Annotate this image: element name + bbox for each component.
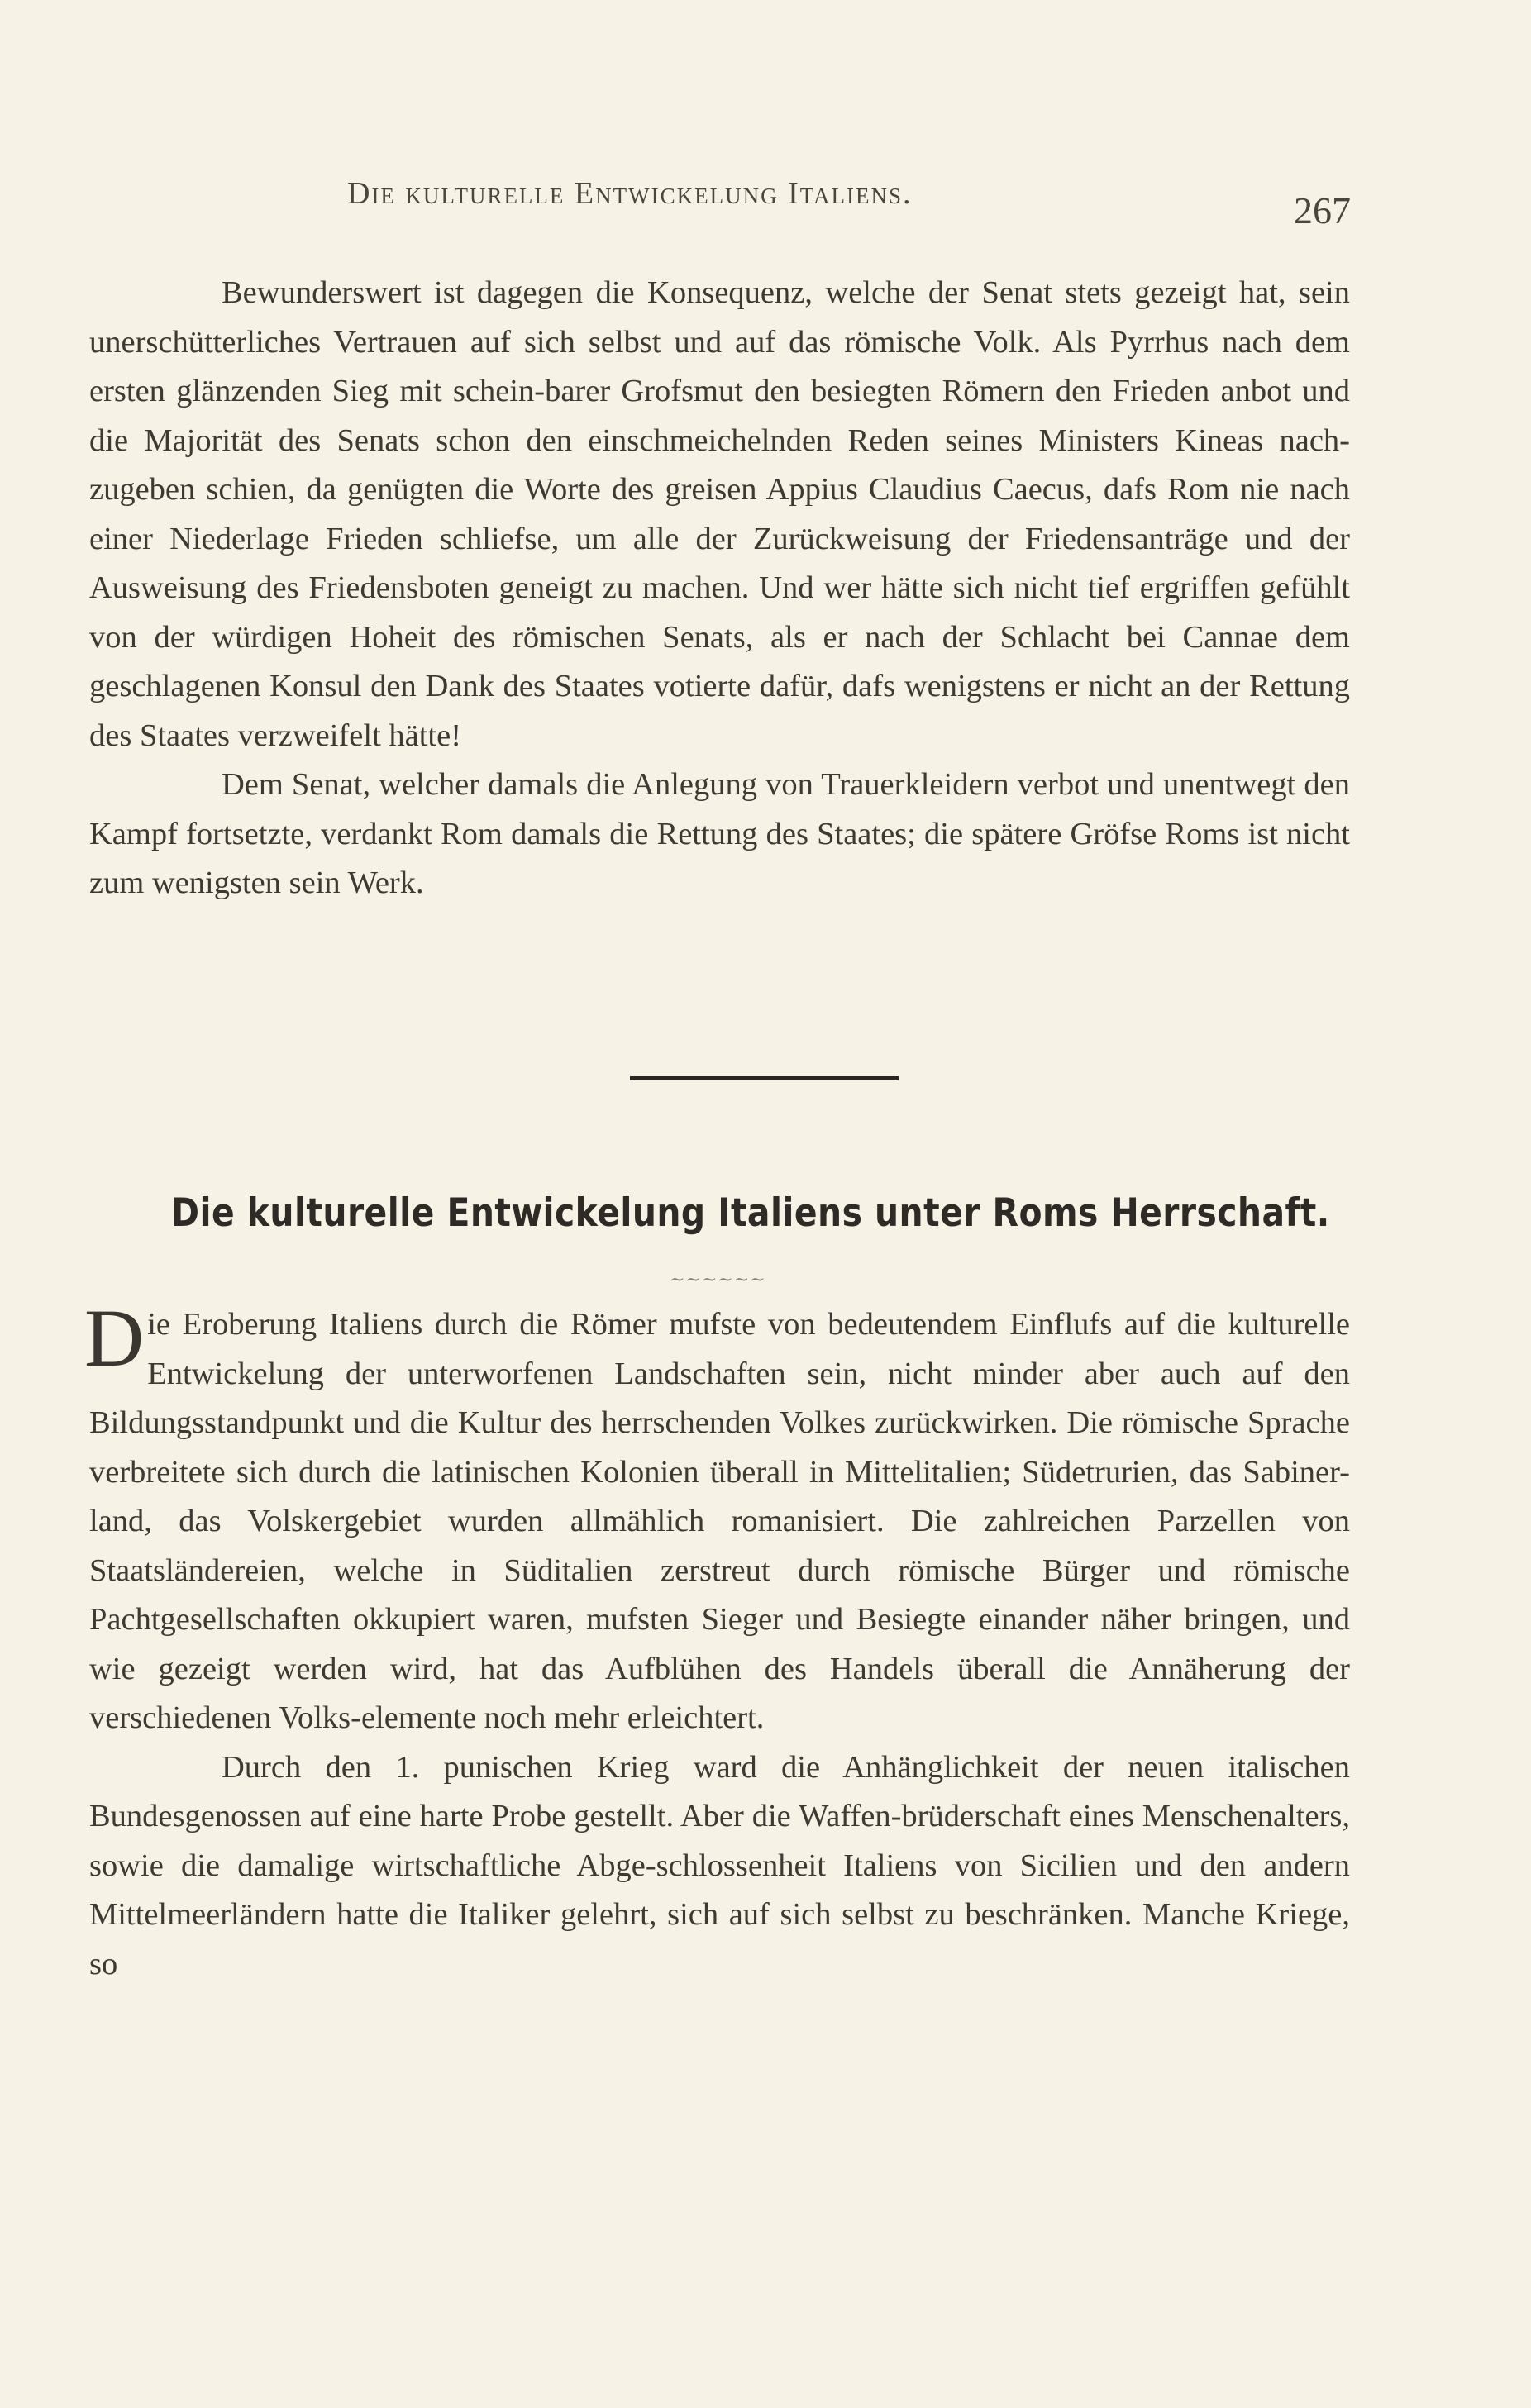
text-block-section [84,1292,1350,1989]
page-number: 267 [1294,189,1351,231]
section-divider-rule [630,1076,899,1080]
running-head: Die kulturelle Entwickelung Italiens. [347,176,913,211]
paragraph: Dem Senat, welcher damals die Anlegung von Trauerkleidern verbot und unentwegt den Kampf fortsetzte, verdankt Rom damals die Rettung des Staates; die spätere Gröfse Roms ist nicht zum wenigsten sein Werk. [89,767,1350,900]
paragraph: Bewunderswert ist dagegen die Konsequenz, welche der Senat stets gezeigt hat, sein unerschütterliches Vertrauen auf sich selbst und auf das römische Volk. Als Pyrrhus nach dem ersten glänzenden Sieg mit schein-barer Grofsmut den besiegten Römern den Frieden anbot und die Majorität des Senats schon den einschmeichelnden Reden seines Ministers Kineas nach-zugeben schien, da genügten die Worte des greisen Appius Claudius Caecus, dafs Rom nie nach einer Niederlage Frieden schliefse, um alle der Zurückweisung der Friedensanträge und der Ausweisung des Friedensboten geneigt zu machen. Und wer hätte sich nicht tief ergriffen gefühlt von der würdigen Hoheit des römischen Senats, als er nach der Schlacht bei Cannae dem geschlagenen Konsul den Dank des Staates votierte dafür, dafs wenigstens er nicht an der Rettung des Staates verzweifelt hätte! [89,275,1350,753]
paragraph [84,1292,1350,1743]
paragraph: Durch den 1. punischen Krieg ward die Anhänglichkeit der neuen italischen Bundesgenossen auf eine harte Probe gestellt. Aber die Waffen-brüderschaft eines Menschenalters, sowie die damalige wirtschaftliche Abge-schlossenheit Italiens von Sicilien und den andern Mittelmeerländern hatte die Italiker gelehrt, sich auf sich selbst zu beschränken. Manche Kriege, so [89,1749,1350,1981]
paragraph-text: ie Eroberung Italiens durch die Römer mufste von bedeutendem Einflufs auf die kulturelle Entwickelung der unterworfenen Landschaften sein, nicht minder aber auch auf den Bildungsstandpunkt und die Kultur des herrschenden Volkes zurückwirken. Die römische Sprache verbreitete sich durch die latinischen Kolonien überall in Mittelitalien; Südetrurien, das Sabiner-land, das Volskergebiet wurden allmählich romanisiert. Die zahlreichen Parzellen von Staatsländereien, welche in Süditalien zerstreut durch römische Bürger und römische Pachtgesellschaften okkupiert waren, mufsten Sieger und Besiegte einander näher bringen, und wie gezeigt werden wird, hat das Aufblühen des Handels überall die Annäherung der verschiedenen Volks-elemente noch mehr erleichtert. [89,1307,1350,1735]
section-title: Die kulturelle Entwickelung Italiens unter Roms Herrschaft. [171,1190,1330,1236]
text-block-before-section [89,269,1350,908]
ornament: ~~~~~~ [670,1270,766,1290]
drop-cap: D [84,1292,145,1384]
